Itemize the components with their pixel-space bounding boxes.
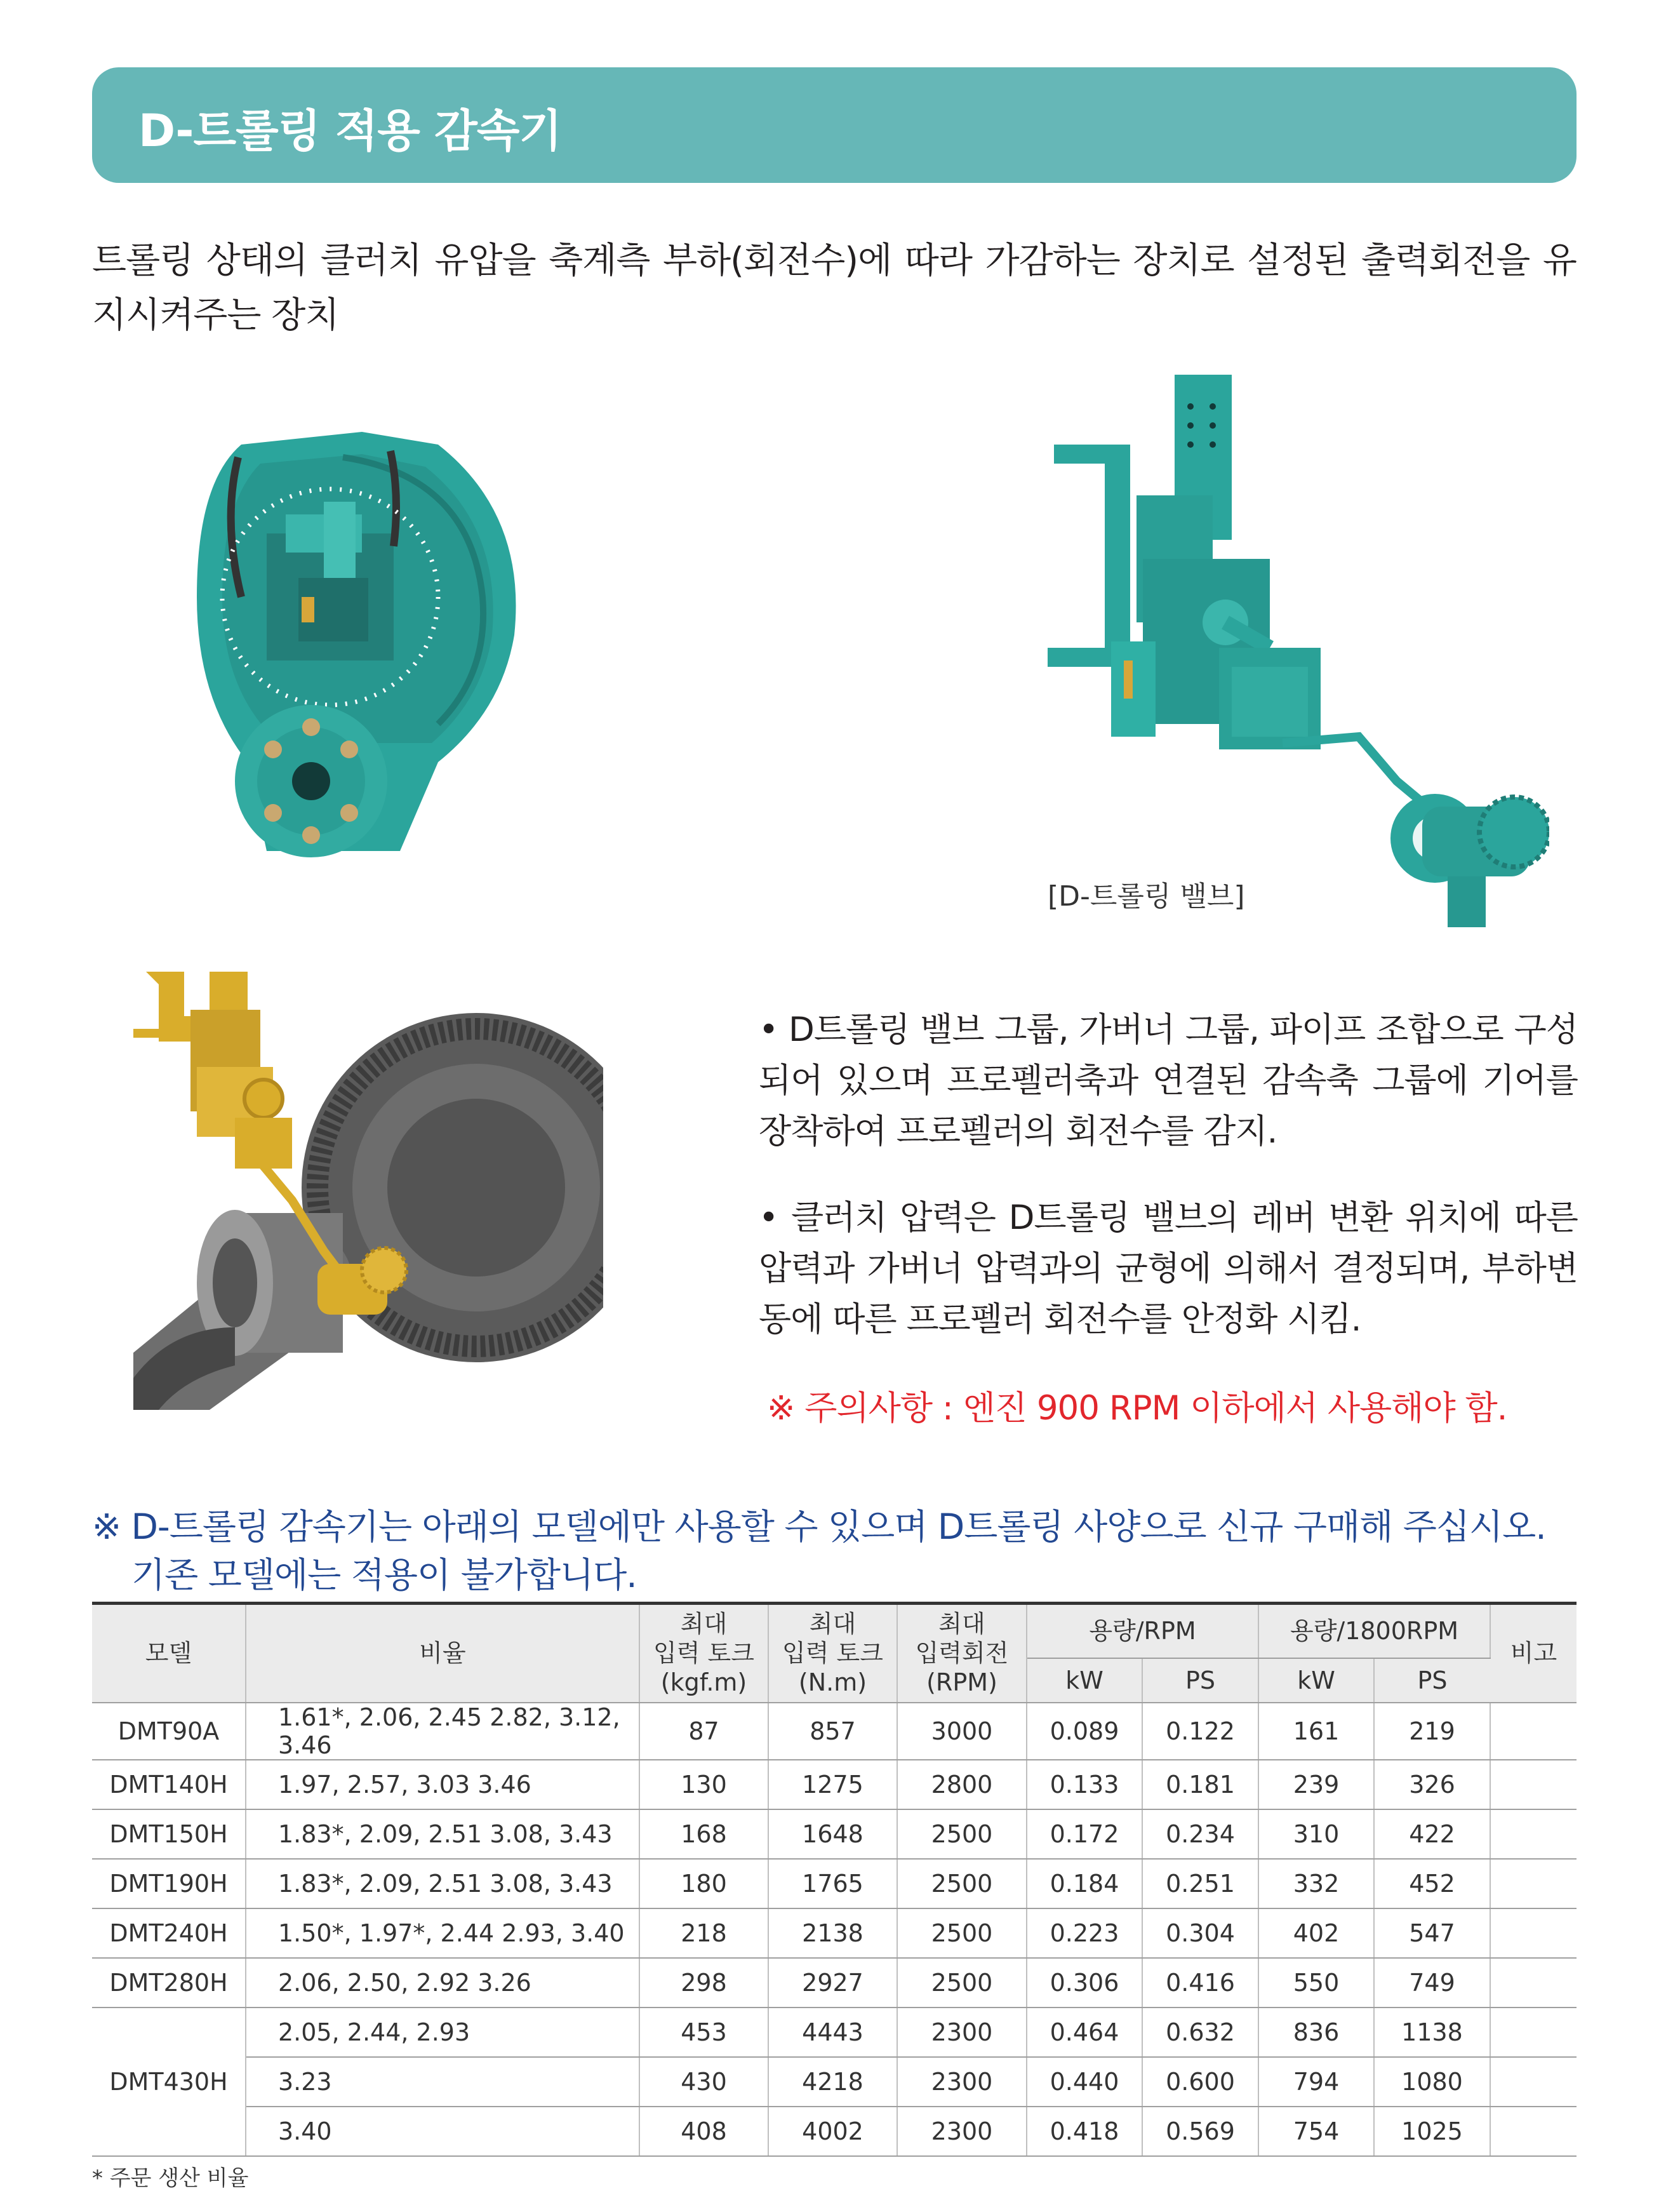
valve-caption: [D-트롤링 밸브] [1048, 880, 1245, 913]
gearbox-image [171, 406, 540, 876]
table-row: DMT240H 1.50*, 1.97*, 2.44 2.93, 3.40 218 2138 2500 0.223 0.304 402 547 [92, 1908, 1577, 1958]
table-row: DMT190H 1.83*, 2.09, 2.51 3.08, 3.43 180 1765 2500 0.184 0.251 332 452 [92, 1859, 1577, 1908]
col-kw: kW [1027, 1658, 1142, 1703]
notice-line-2: 기존 모델에는 적용이 불가합니다. [131, 1555, 637, 1595]
col-rpm: 최대 입력회전 (RPM) [897, 1604, 1027, 1703]
col-torque-kgf: 최대 입력 토크 (kgf.m) [639, 1604, 768, 1703]
table-row: DMT280H 2.06, 2.50, 2.92 3.26 298 2927 2500 0.306 0.416 550 749 [92, 1958, 1577, 2008]
col-capacity-rpm: 용량/RPM [1027, 1604, 1258, 1658]
caution-note: ※ 주의사항 : 엔진 900 RPM 이하에서 사용해야 함. [767, 1389, 1507, 1428]
page-title: D-트롤링 적용 감속기 [138, 105, 562, 157]
col-kw-1800: kW [1258, 1658, 1374, 1703]
bullet-valve-group: • D트롤링 밸브 그룹, 가버너 그룹, 파이프 조합으로 구성되어 있으며 프로펠러축과 연결된 감속축 그룹에 기어를 장착하여 프로펠러의 회전수를 감지. [759, 1010, 1578, 1151]
cutaway-image [133, 972, 603, 1410]
col-remark: 비고 [1490, 1604, 1577, 1703]
col-ratio: 비율 [246, 1604, 639, 1703]
table-row: DMT150H 1.83*, 2.09, 2.51 3.08, 3.43 168 1648 2500 0.172 0.234 310 422 [92, 1809, 1577, 1859]
col-capacity-1800: 용량/1800RPM [1258, 1604, 1490, 1658]
intro-paragraph: 트롤링 상태의 클러치 유압을 축계측 부하(회전수)에 따라 가감하는 장치로 설정된 출력회전을 유지시켜주는 장치 [92, 240, 1577, 336]
table-row: DMT140H 1.97, 2.57, 3.03 3.46 130 1275 2800 0.133 0.181 239 326 [92, 1760, 1577, 1809]
spec-table [92, 1602, 1577, 2157]
table-row: 3.23 430 4218 2300 0.440 0.600 794 1080 [92, 2057, 1577, 2107]
col-ps-1800: PS [1374, 1658, 1490, 1703]
col-ps: PS [1142, 1658, 1258, 1703]
bullet-clutch-pressure: • 클러치 압력은 D트롤링 밸브의 레버 변환 위치에 따른 압력과 가버너 압력과의 균형에 의해서 결정되며, 부하변동에 따른 프로펠러 회전수를 안정화 시킴. [759, 1198, 1578, 1339]
table-row: DMT430H 2.05, 2.44, 2.93 453 4443 2300 0.464 0.632 836 1138 [92, 2008, 1577, 2057]
title-banner [92, 67, 1577, 183]
col-torque-nm: 최대 입력 토크 (N.m) [768, 1604, 897, 1703]
table-row: 3.40 408 4002 2300 0.418 0.569 754 1025 [92, 2107, 1577, 2156]
notice-line-1: ※ D-트롤링 감속기는 아래의 모델에만 사용할 수 있으며 D트롤링 사양으로 신규 구매해 주십시오. [92, 1506, 1546, 1547]
footnote: * 주문 생산 비율 [92, 2166, 249, 2191]
table-row: DMT90A 1.61*, 2.06, 2.45 2.82, 3.12, 3.46 87 857 3000 0.089 0.122 161 219 [92, 1703, 1577, 1760]
col-model: 모델 [92, 1604, 246, 1703]
